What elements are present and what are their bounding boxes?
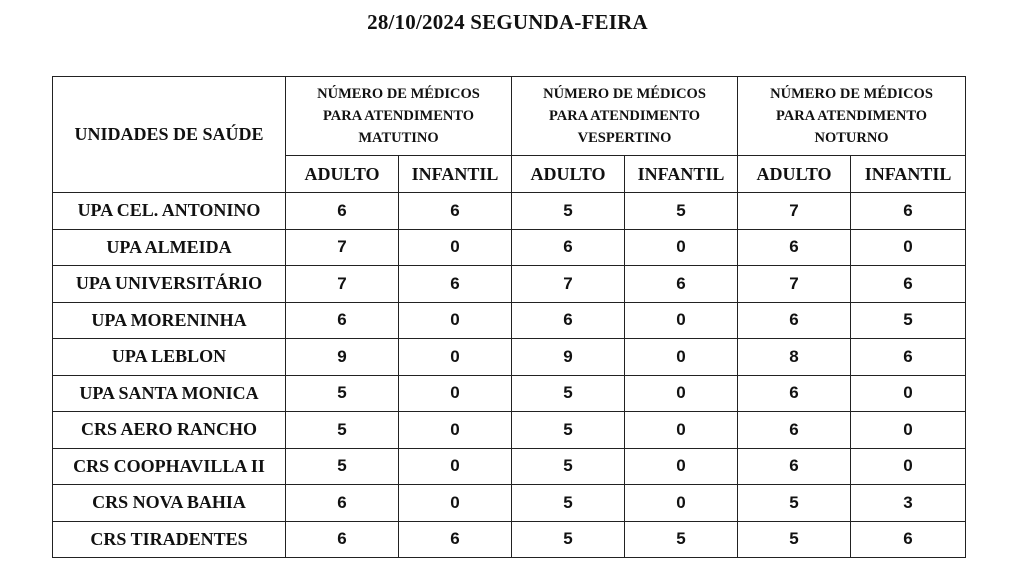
doctor-count-cell: 0 [399, 485, 512, 522]
table-body [53, 193, 966, 558]
doctor-count-cell: 7 [286, 266, 399, 303]
doctor-count-cell: 6 [286, 302, 399, 339]
table-row [53, 193, 966, 230]
doctor-count-cell: 5 [625, 521, 738, 558]
header-matutino [286, 77, 512, 156]
doctor-count-cell: 0 [625, 485, 738, 522]
table-row [53, 448, 966, 485]
unit-name-cell: UPA SANTA MONICA [53, 375, 286, 412]
doctor-count-cell: 6 [851, 266, 966, 303]
doctor-count-cell: 0 [625, 412, 738, 449]
doctor-count-cell: 0 [625, 229, 738, 266]
doctor-count-cell: 0 [625, 375, 738, 412]
table-row [53, 485, 966, 522]
doctor-count-cell: 0 [399, 448, 512, 485]
doctor-count-cell: 5 [286, 412, 399, 449]
doctor-count-cell: 8 [738, 339, 851, 376]
doctor-count-cell: 7 [286, 229, 399, 266]
doctor-count-cell: 9 [512, 339, 625, 376]
doctor-count-cell: 6 [286, 193, 399, 230]
doctor-count-cell: 5 [512, 193, 625, 230]
doctor-count-cell: 6 [286, 521, 399, 558]
table-row [53, 229, 966, 266]
doctor-count-cell: 6 [738, 448, 851, 485]
doctor-count-cell: 6 [738, 302, 851, 339]
page-title: 28/10/2024 SEGUNDA-FEIRA [367, 10, 648, 34]
doctor-count-cell: 0 [851, 448, 966, 485]
unit-name-cell: UPA MORENINHA [53, 302, 286, 339]
doctor-count-cell: 6 [399, 521, 512, 558]
doctor-count-cell: 0 [399, 339, 512, 376]
doctor-count-cell: 6 [512, 302, 625, 339]
header-line: NÚMERO DE MÉDICOS [317, 86, 480, 102]
unit-name-cell: UPA UNIVERSITÁRIO [53, 266, 286, 303]
subheader-adulto: ADULTO [512, 156, 625, 193]
doctor-count-cell: 7 [738, 266, 851, 303]
doctor-count-cell: 6 [625, 266, 738, 303]
header-vespertino [512, 77, 738, 156]
header-line: NÚMERO DE MÉDICOS [543, 86, 706, 102]
doctor-count-cell: 6 [399, 193, 512, 230]
doctor-count-cell: 5 [286, 375, 399, 412]
table-row [53, 521, 966, 558]
doctor-count-cell: 6 [851, 521, 966, 558]
header-line: PARA ATENDIMENTO [548, 108, 701, 124]
doctor-count-cell: 0 [399, 302, 512, 339]
doctor-count-cell: 6 [851, 339, 966, 376]
doctor-count-cell: 9 [286, 339, 399, 376]
doctor-count-cell: 5 [625, 193, 738, 230]
doctor-count-cell: 6 [286, 485, 399, 522]
doctor-count-cell: 0 [625, 302, 738, 339]
doctor-count-cell: 0 [399, 412, 512, 449]
subheader-infantil: INFANTIL [399, 156, 512, 193]
header-noturno [738, 77, 966, 156]
subheader-adulto: ADULTO [738, 156, 851, 193]
doctor-count-cell: 5 [512, 412, 625, 449]
doctor-count-cell: 5 [738, 485, 851, 522]
header-line: NÚMERO DE MÉDICOS [770, 86, 933, 102]
header-row [53, 77, 966, 156]
doctor-count-cell: 6 [738, 229, 851, 266]
doctor-count-cell: 7 [738, 193, 851, 230]
subheader-adulto: ADULTO [286, 156, 399, 193]
doctor-count-cell: 6 [851, 193, 966, 230]
doctor-count-cell: 0 [851, 412, 966, 449]
doctor-count-cell: 5 [851, 302, 966, 339]
doctors-schedule-table [52, 76, 966, 558]
doctor-count-cell: 0 [625, 339, 738, 376]
doctor-count-cell: 6 [512, 229, 625, 266]
unit-name-cell: CRS NOVA BAHIA [53, 485, 286, 522]
unit-name-cell: CRS COOPHAVILLA II [53, 448, 286, 485]
doctor-count-cell: 6 [738, 375, 851, 412]
doctor-count-cell: 5 [738, 521, 851, 558]
doctor-count-cell: 0 [851, 375, 966, 412]
header-line: MATUTINO [358, 130, 439, 146]
table-row [53, 375, 966, 412]
table-row [53, 266, 966, 303]
doctor-count-cell: 6 [738, 412, 851, 449]
subheader-infantil: INFANTIL [625, 156, 738, 193]
table-row [53, 412, 966, 449]
subheader-infantil: INFANTIL [851, 156, 966, 193]
header-unidades: UNIDADES DE SAÚDE [53, 77, 286, 193]
table-row [53, 302, 966, 339]
doctor-count-cell: 6 [399, 266, 512, 303]
header-line: VESPERTINO [577, 130, 672, 146]
unit-name-cell: CRS TIRADENTES [53, 521, 286, 558]
doctor-count-cell: 0 [851, 229, 966, 266]
unit-name-cell: CRS AERO RANCHO [53, 412, 286, 449]
doctor-count-cell: 5 [512, 521, 625, 558]
table-row [53, 339, 966, 376]
doctor-count-cell: 0 [399, 375, 512, 412]
doctor-count-cell: 7 [512, 266, 625, 303]
unit-name-cell: UPA LEBLON [53, 339, 286, 376]
doctor-count-cell: 0 [399, 229, 512, 266]
header-line: NOTURNO [814, 130, 889, 146]
doctor-count-cell: 5 [512, 485, 625, 522]
doctor-count-cell: 5 [512, 375, 625, 412]
header-line: PARA ATENDIMENTO [322, 108, 475, 124]
unit-name-cell: UPA ALMEIDA [53, 229, 286, 266]
unit-name-cell: UPA CEL. ANTONINO [53, 193, 286, 230]
doctor-count-cell: 0 [625, 448, 738, 485]
doctor-count-cell: 5 [512, 448, 625, 485]
doctor-count-cell: 3 [851, 485, 966, 522]
header-line: PARA ATENDIMENTO [776, 108, 928, 124]
doctor-count-cell: 5 [286, 448, 399, 485]
